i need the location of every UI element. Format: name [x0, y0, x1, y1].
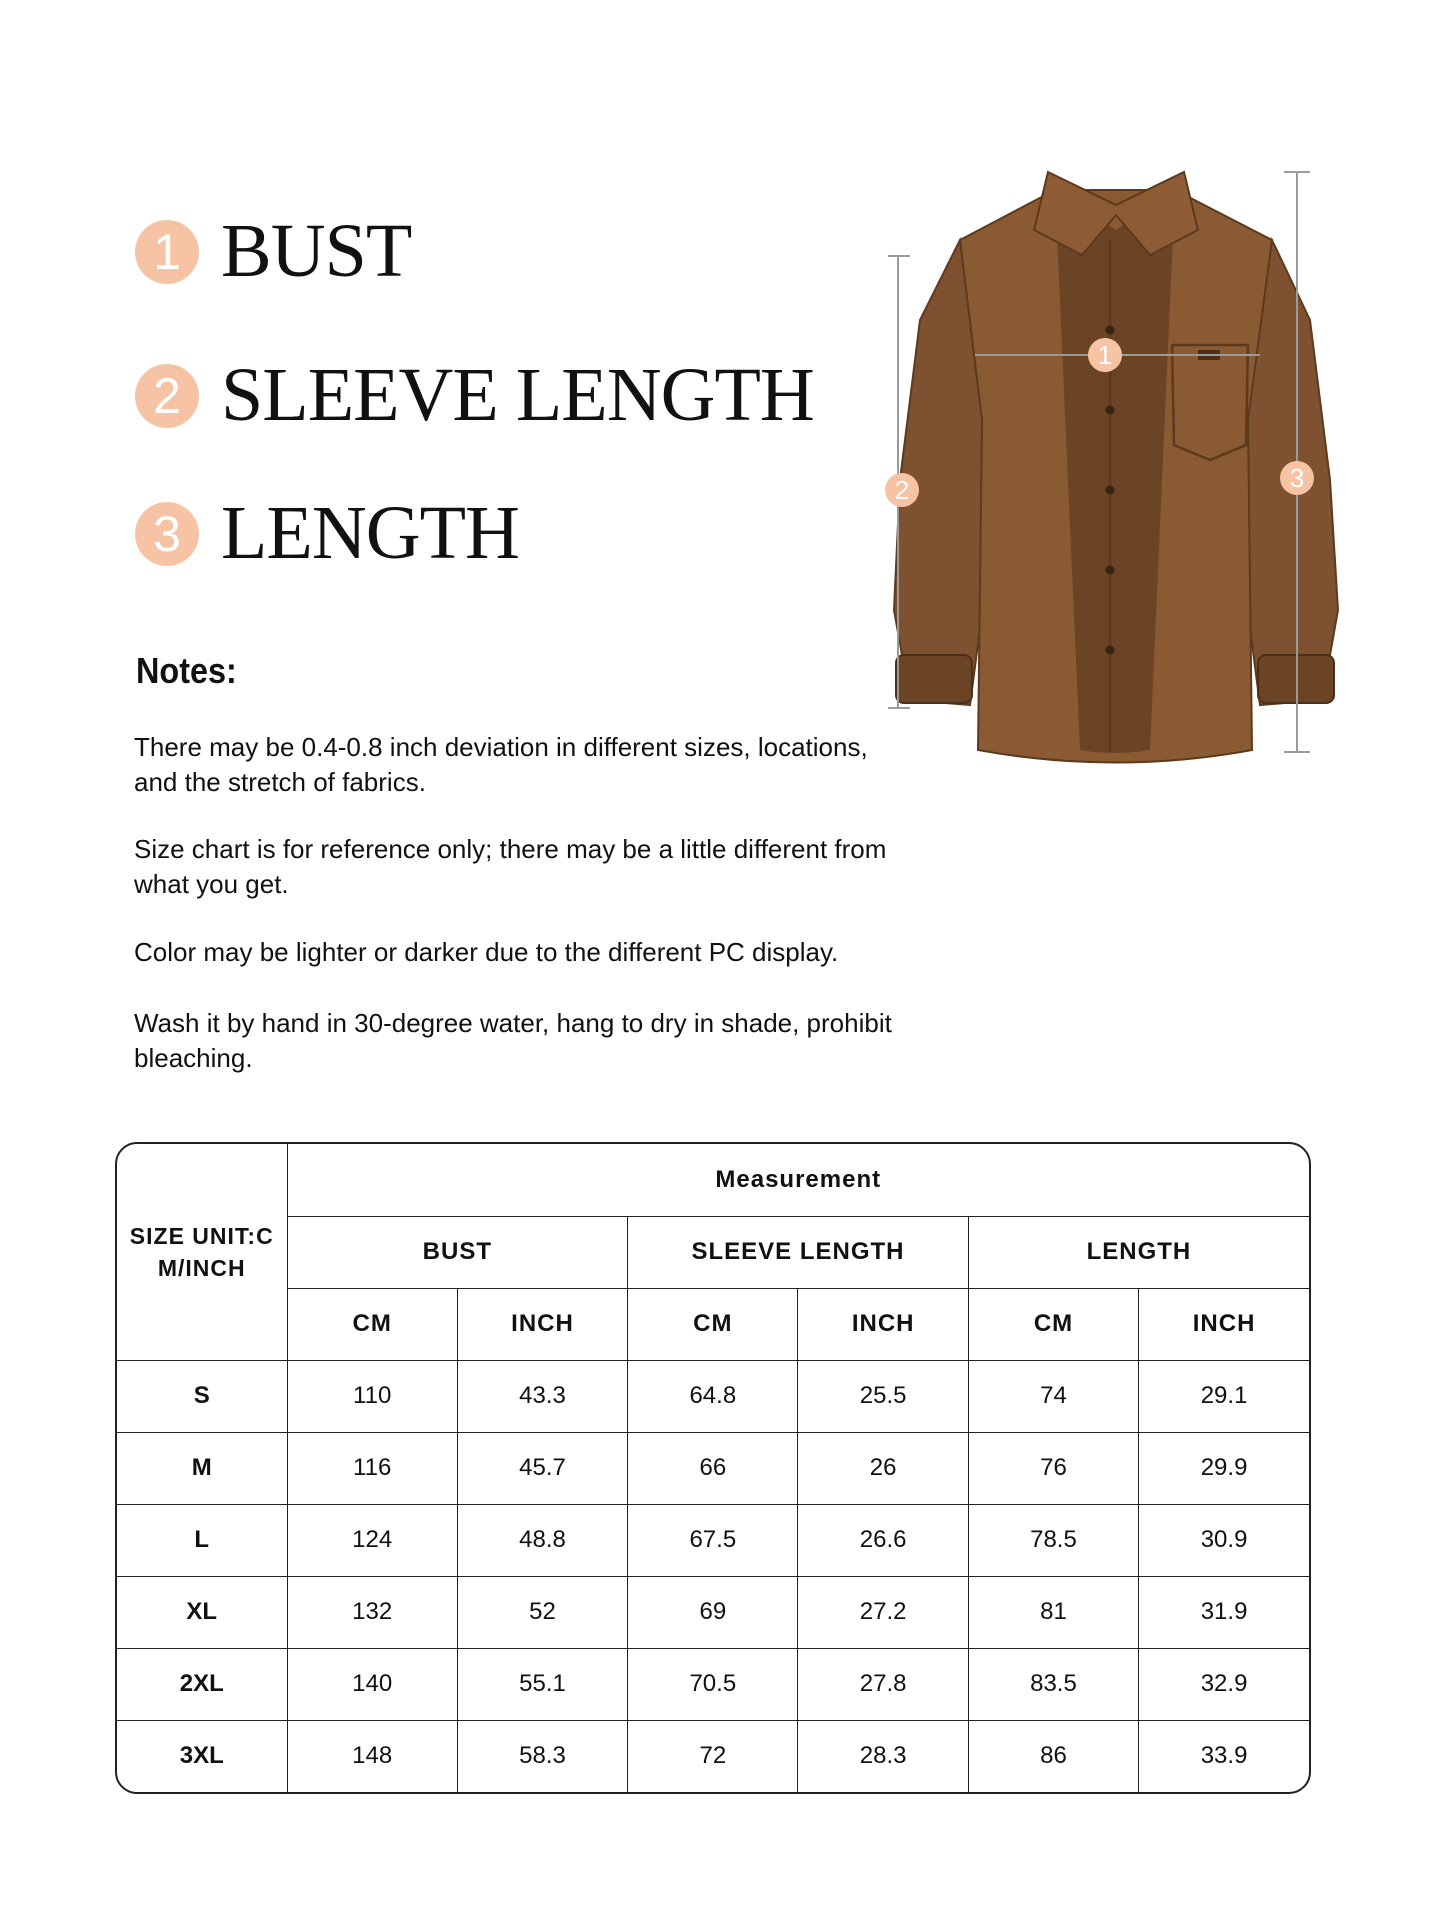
- value-cell: 86: [968, 1720, 1138, 1792]
- value-cell: 43.3: [457, 1360, 627, 1432]
- size-cell: L: [117, 1504, 287, 1576]
- table-row: [117, 1432, 1309, 1504]
- unit-header: INCH: [798, 1288, 968, 1360]
- size-cell: 3XL: [117, 1720, 287, 1792]
- value-cell: 69: [628, 1576, 798, 1648]
- note-deviation: There may be 0.4-0.8 inch deviation in different sizes, locations, and the stretch of fabrics.: [134, 732, 868, 797]
- value-cell: 58.3: [457, 1720, 627, 1792]
- note-color: Color may be lighter or darker due to the different PC display.: [134, 937, 839, 967]
- value-cell: 70.5: [628, 1648, 798, 1720]
- value-cell: 27.2: [798, 1576, 968, 1648]
- legend-label-bust: BUST: [221, 209, 412, 293]
- value-cell: 74: [968, 1360, 1138, 1432]
- table-row: [117, 1648, 1309, 1720]
- group-header-sleeve-length: SLEEVE LENGTH: [628, 1216, 969, 1288]
- value-cell: 30.9: [1139, 1504, 1309, 1576]
- value-cell: 52: [457, 1576, 627, 1648]
- size-unit-header: [117, 1144, 287, 1360]
- legend-number-3: 3: [135, 502, 199, 566]
- legend-item-length: [135, 490, 519, 577]
- note-reference: Size chart is for reference only; there may be a little different from what you get.: [134, 834, 887, 899]
- value-cell: 78.5: [968, 1504, 1138, 1576]
- table-header-row-groups: [117, 1216, 1309, 1288]
- unit-header: INCH: [1139, 1288, 1309, 1360]
- value-cell: 132: [287, 1576, 457, 1648]
- table-row: [117, 1504, 1309, 1576]
- legend-number-2: 2: [135, 364, 199, 428]
- value-cell: 28.3: [798, 1720, 968, 1792]
- value-cell: 26: [798, 1432, 968, 1504]
- marker-3-label: 3: [1289, 463, 1305, 493]
- value-cell: 29.9: [1139, 1432, 1309, 1504]
- value-cell: 25.5: [798, 1360, 968, 1432]
- size-cell: M: [117, 1432, 287, 1504]
- value-cell: 27.8: [798, 1648, 968, 1720]
- table-row: [117, 1720, 1309, 1792]
- note-washing: Wash it by hand in 30-degree water, hang to dry in shade, prohibit bleaching.: [134, 1008, 892, 1073]
- unit-header: CM: [287, 1288, 457, 1360]
- group-header-bust: BUST: [287, 1216, 628, 1288]
- legend-label-length: LENGTH: [221, 491, 519, 575]
- value-cell: 124: [287, 1504, 457, 1576]
- table-row: [117, 1360, 1309, 1432]
- value-cell: 45.7: [457, 1432, 627, 1504]
- unit-header: INCH: [457, 1288, 627, 1360]
- legend-number-1: 1: [135, 220, 199, 284]
- table-header-row-units: [117, 1288, 1309, 1360]
- table-row: [117, 1576, 1309, 1648]
- size-cell: S: [117, 1360, 287, 1432]
- group-header-length: LENGTH: [968, 1216, 1309, 1288]
- notes-title: Notes:: [136, 650, 237, 691]
- value-cell: 32.9: [1139, 1648, 1309, 1720]
- value-cell: 81: [968, 1576, 1138, 1648]
- value-cell: 31.9: [1139, 1576, 1309, 1648]
- unit-header: CM: [628, 1288, 798, 1360]
- table-header-row-measurement: [117, 1144, 1309, 1216]
- value-cell: 66: [628, 1432, 798, 1504]
- unit-header: CM: [968, 1288, 1138, 1360]
- size-cell: XL: [117, 1576, 287, 1648]
- value-cell: 67.5: [628, 1504, 798, 1576]
- value-cell: 140: [287, 1648, 457, 1720]
- value-cell: 55.1: [457, 1648, 627, 1720]
- value-cell: 110: [287, 1360, 457, 1432]
- size-chart-table: [115, 1142, 1311, 1794]
- measurement-header: Measurement: [287, 1144, 1309, 1216]
- value-cell: 48.8: [457, 1504, 627, 1576]
- value-cell: 148: [287, 1720, 457, 1792]
- value-cell: 29.1: [1139, 1360, 1309, 1432]
- value-cell: 26.6: [798, 1504, 968, 1576]
- marker-2-label: 2: [894, 475, 910, 505]
- legend-item-sleeve-length: [135, 352, 814, 439]
- legend-label-sleeve-length: SLEEVE LENGTH: [221, 353, 814, 437]
- size-cell: 2XL: [117, 1648, 287, 1720]
- marker-1-label: 1: [1097, 340, 1113, 370]
- shirt-illustration: [894, 172, 1338, 763]
- legend-item-bust: [135, 208, 411, 295]
- value-cell: 83.5: [968, 1648, 1138, 1720]
- value-cell: 33.9: [1139, 1720, 1309, 1792]
- value-cell: 72: [628, 1720, 798, 1792]
- size-unit-header-text: SIZE UNIT:CM/INCH: [129, 1222, 274, 1281]
- shirt-diagram: [880, 160, 1350, 770]
- value-cell: 64.8: [628, 1360, 798, 1432]
- value-cell: 116: [287, 1432, 457, 1504]
- value-cell: 76: [968, 1432, 1138, 1504]
